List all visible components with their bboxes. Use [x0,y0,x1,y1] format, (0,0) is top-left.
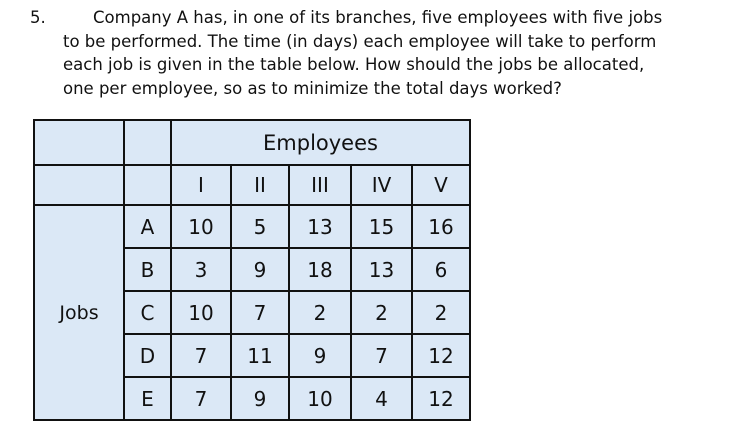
employee-labels-row [34,165,470,205]
employees-header: Employees [171,120,470,165]
table-cell: 9 [231,248,289,291]
employee-label: II [231,165,289,205]
table-cell: 15 [351,205,412,248]
table-cell: 7 [351,334,412,377]
employee-label: III [289,165,351,205]
table-cell: 2 [412,291,470,334]
job-label: E [124,377,171,420]
question-line: Company A has, in one of its branches, five employees with five jobs [93,8,663,27]
table-cell: 12 [412,334,470,377]
table-cell: 9 [289,334,351,377]
question-line: to be performed. The time (in days) each employee will take to perform [63,31,657,51]
question-line: each job is given in the table below. How should the jobs be allocated, [63,55,645,74]
jobs-row-label: Jobs [34,205,124,420]
table-cell: 16 [412,205,470,248]
job-label: A [124,205,171,248]
table-cell: 18 [289,248,351,291]
table-cell: 7 [171,334,231,377]
table-cell: 4 [351,377,412,420]
table-cell: 10 [289,377,351,420]
job-label: D [124,334,171,377]
job-label: B [124,248,171,291]
table-cell: 2 [351,291,412,334]
table-header-row [34,120,470,165]
table-cell: 11 [231,334,289,377]
table-cell: 9 [231,377,289,420]
table-corner-cell [124,165,171,205]
table-cell: 5 [231,205,289,248]
table-corner-cell [34,165,124,205]
employee-label: V [412,165,470,205]
table-cell: 6 [412,248,470,291]
assignment-table-container [33,119,471,421]
job-label: C [124,291,171,334]
table-cell: 10 [171,291,231,334]
table-cell: 12 [412,377,470,420]
employee-label: I [171,165,231,205]
table-corner-cell [34,120,124,165]
table-corner-cell [124,120,171,165]
question-number: 5. [30,8,46,27]
table-cell: 2 [289,291,351,334]
table-cell: 3 [171,248,231,291]
question-line: one per employee, so as to minimize the total days worked? [63,78,562,98]
table-cell: 7 [231,291,289,334]
assignment-table [33,119,471,421]
table-cell: 10 [171,205,231,248]
table-cell: 7 [171,377,231,420]
table-cell: 13 [289,205,351,248]
employee-label: IV [351,165,412,205]
table-row [34,205,470,248]
table-cell: 13 [351,248,412,291]
